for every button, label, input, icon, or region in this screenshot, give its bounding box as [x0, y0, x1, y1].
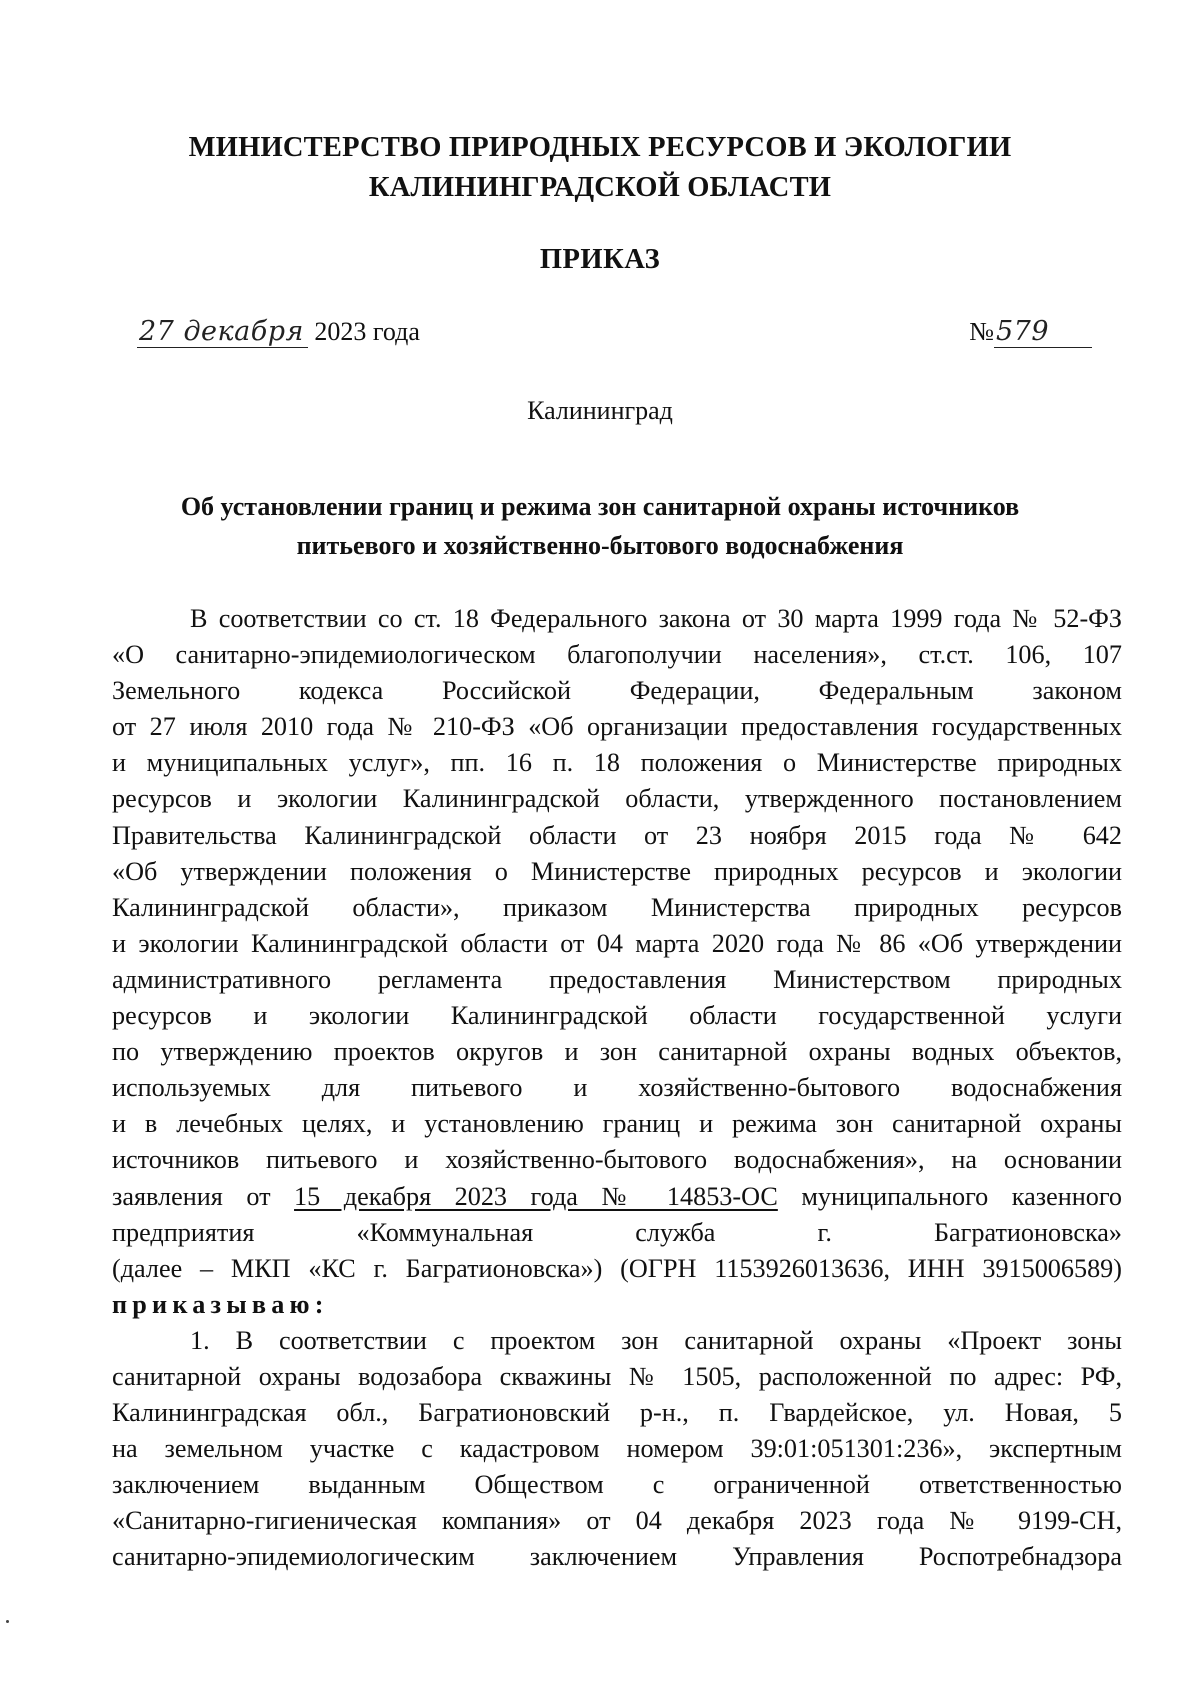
order-body — [112, 601, 1122, 1576]
paragraph-line: предприятия «Коммунальная служба г. Багратионовска» — [112, 1217, 1122, 1247]
paragraph-line: Калининградской области», приказом Министерства природных ресурсов — [112, 892, 1122, 922]
paragraph-line: (далее – МКП «КС г. Багратионовска») (ОГРН 1153926013636, ИНН 3915006589) — [112, 1253, 1122, 1283]
order-title — [0, 487, 1200, 565]
document-type: ПРИКАЗ — [539, 244, 661, 275]
paragraph-line: от 27 июля 2010 года № 210-ФЗ «Об организации предоставления государственных — [112, 712, 1122, 742]
paragraph-line: В соответствии со ст. 18 Федерального закона от 30 марта 1999 года № 52-ФЗ — [190, 604, 1122, 633]
order-date — [137, 316, 420, 348]
paragraph-line: 1. В соответствии с проектом зон санитарной охраны «Проект зоны — [190, 1325, 1122, 1355]
paragraph-line: Правительства Калининградской области от 23 ноября 2015 года № 642 — [112, 820, 1122, 850]
paragraph-line: на земельном участке с кадастровом номером 39:01:051301:236», экспертным — [112, 1434, 1122, 1464]
order-word-line — [112, 1287, 1122, 1323]
paragraph-line: и экологии Калининградской области от 04 марта 2020 года № 86 «Об утверждении — [112, 928, 1122, 958]
ministry-header — [0, 128, 1200, 208]
paragraph-line: Земельного кодекса Российской Федерации, Федеральным законом — [112, 676, 1122, 706]
paragraph-line: «Санитарно-гигиеническая компания» от 04 декабря 2023 года № 9199-СН, — [112, 1506, 1122, 1536]
order-title-line-2: питьевого и хозяйственно-бытового водоснабжения — [296, 531, 904, 560]
paragraph-line: источников питьевого и хозяйственно-бытового водоснабжения», на основании — [112, 1145, 1122, 1175]
application-suffix: муниципального казенного — [801, 1181, 1122, 1211]
number-sign: № — [969, 317, 994, 346]
handwritten-number: 579 — [994, 316, 1092, 348]
date-year: 2023 года — [314, 317, 420, 346]
paragraph-line: Калининградская обл., Багратионовский р-н., п. Гвардейское, ул. Новая, 5 — [112, 1398, 1122, 1428]
order-number — [969, 316, 1092, 348]
paragraph-line-with-underline — [112, 1179, 1122, 1215]
paragraph-line: санитарной охраны водозабора скважины № 1505, расположенной по адрес: РФ, — [112, 1361, 1122, 1391]
city-name: Калининград — [527, 396, 673, 425]
paragraph-line: санитарно-эпидемиологическим заключением Управления Роспотребнадзора — [112, 1542, 1122, 1572]
paragraph-line: заключением выданным Обществом с ограниченной ответственностью — [112, 1470, 1122, 1500]
paragraph-line: и муниципальных услуг», пп. 16 п. 18 положения о Министерстве природных — [112, 748, 1122, 778]
order-word: приказываю: — [112, 1289, 329, 1319]
scan-speck — [6, 1620, 9, 1623]
paragraph-line: используемых для питьевого и хозяйственно-бытового водоснабжения — [112, 1073, 1122, 1103]
paragraph-line: административного регламента предоставления Министерством природных — [112, 964, 1122, 994]
handwritten-date: 27 декабря — [137, 316, 308, 348]
ministry-name-line-1: МИНИСТЕРСТВО ПРИРОДНЫХ РЕСУРСОВ И ЭКОЛОГИИ — [188, 132, 1012, 163]
paragraph-line: ресурсов и экологии Калининградской области, утвержденного постановлением — [112, 784, 1122, 814]
application-reference: 15 декабря 2023 года № 14853-ОС — [294, 1181, 778, 1211]
order-title-line-1: Об установлении границ и режима зон санитарной охраны источников — [180, 492, 1020, 521]
paragraph-line: «Об утверждении положения о Министерстве природных ресурсов и экологии — [112, 856, 1122, 886]
application-prefix: заявления от — [112, 1181, 271, 1211]
paragraph-line: по утверждению проектов округов и зон санитарной охраны водных объектов, — [112, 1037, 1122, 1067]
ministry-name-line-2: КАЛИНИНГРАДСКОЙ ОБЛАСТИ — [368, 172, 832, 203]
paragraph-line: и в лечебных целях, и установлению границ и режима зон санитарной охраны — [112, 1109, 1122, 1139]
paragraph-line: «О санитарно-эпидемиологическом благополучии населения», ст.ст. 106, 107 — [112, 640, 1122, 670]
paragraph-line: ресурсов и экологии Калининградской области государственной услуги — [112, 1001, 1122, 1031]
